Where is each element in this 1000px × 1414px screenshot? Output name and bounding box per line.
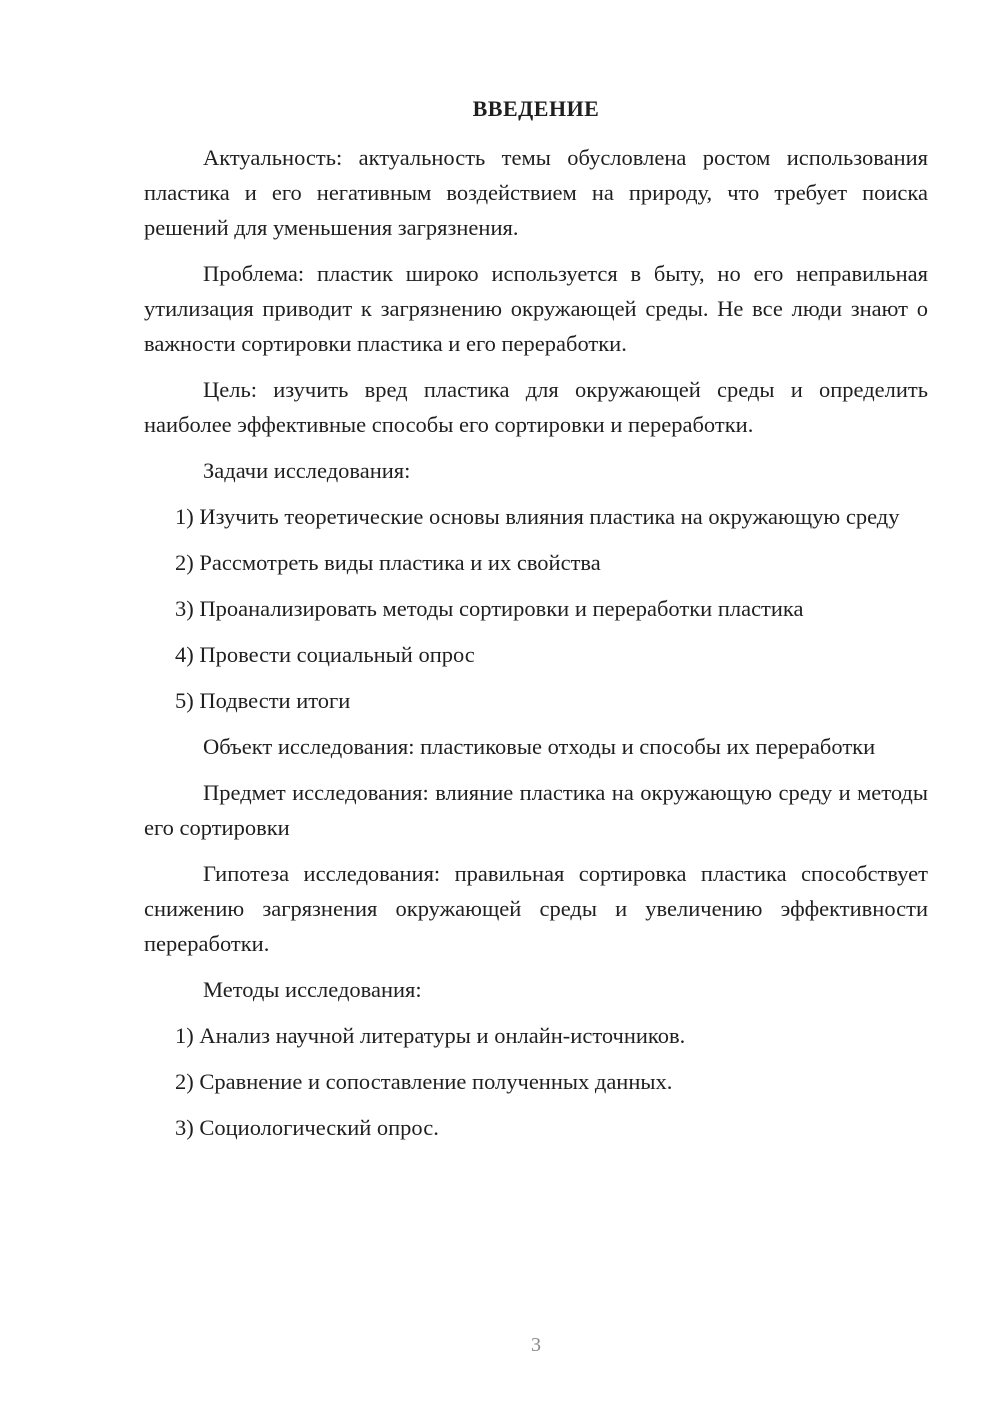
document-body: [144, 140, 928, 1156]
paragraph-hypothesis: Гипотеза исследования: правильная сортировка пластика способствует снижению загрязнения окружающей среды и увеличению эффективности переработки.: [144, 861, 928, 956]
paragraph-goal: Цель: изучить вред пластика для окружающей среды и определить наиболее эффективные способы его сортировки и переработки.: [144, 377, 928, 437]
list-item: 1) Анализ научной литературы и онлайн-источников.: [175, 1023, 686, 1048]
list-item: 3) Проанализировать методы сортировки и переработки пластика: [175, 596, 804, 621]
list-item: 4) Провести социальный опрос: [175, 642, 475, 667]
list-item: 1) Изучить теоретические основы влияния пластика на окружающую среду: [175, 504, 900, 529]
methods-heading: Методы исследования:: [203, 977, 422, 1002]
list-item: 2) Сравнение и сопоставление полученных данных.: [175, 1069, 673, 1094]
page-number: 3: [531, 1334, 541, 1356]
paragraph-object: Объект исследования: пластиковые отходы и способы их переработки: [203, 734, 876, 759]
tasks-list: [144, 499, 928, 718]
list-item: 3) Социологический опрос.: [175, 1115, 439, 1140]
list-item: 2) Рассмотреть виды пластика и их свойства: [175, 550, 601, 575]
methods-list: [144, 1018, 928, 1145]
list-item: 5) Подвести итоги: [175, 688, 351, 713]
page-title: ВВЕДЕНИЕ: [472, 96, 600, 121]
paragraph-subject: Предмет исследования: влияние пластика на окружающую среду и методы его сортировки: [144, 780, 928, 840]
paragraph-problem: Проблема: пластик широко используется в быту, но его неправильная утилизация приводит к загрязнению окружающей среды. Не все люди знают о важности сортировки пластика и его переработки.: [144, 261, 928, 356]
paragraph-relevance: Актуальность: актуальность темы обусловлена ростом использования пластика и его негативным воздействием на природу, что требует поиска решений для уменьшения загрязнения.: [144, 145, 928, 240]
tasks-heading: Задачи исследования:: [203, 458, 411, 483]
